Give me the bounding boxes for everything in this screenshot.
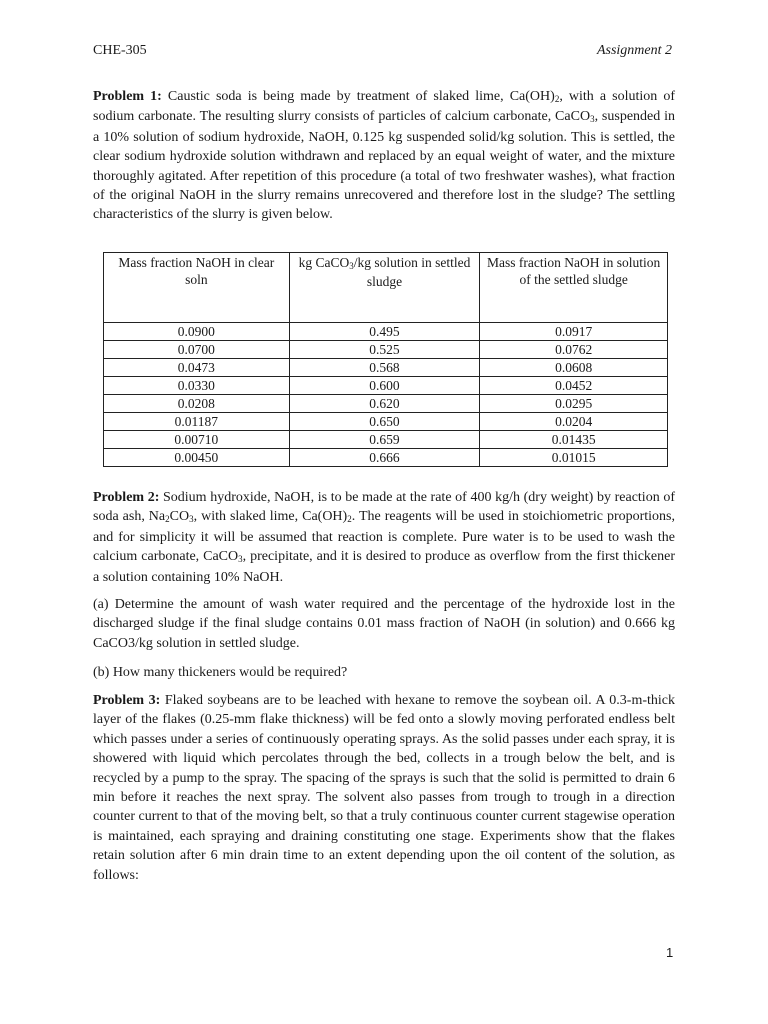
column-header: Mass fraction NaOH in solution of the settled sludge bbox=[480, 253, 668, 323]
problem-3: Problem 3: Flaked soybeans are to be leached with hexane to remove the soybean oil. A 0.3-m-thick layer of the flakes (0.25-mm flake thickness) will be fed onto a slowly moving perforated endless belt which passes under a series of continuously operating sprays. As the solid passes under each spray, it is showered with liquid which percolates through the bed, collects in a trough below the belt, and is recycled by a pump to the spray. The spacing of the sprays is such that the solid is permitted to drain 6 min before it reaches the next spray. The solvent also passes from trough to trough in a direction counter current to that of the moving belt, so that a truly continuous counter current stagewise operation is maintained, each spraying and draining constituting one stage. Experiments show that the flakes retain solution after 6 min drain time to an extent depending upon the oil content of the solution, as follows: bbox=[93, 693, 675, 883]
column-header: kg CaCO$_3$/kg solution in settled sludge bbox=[289, 253, 480, 323]
problem-1: Problem 1: Caustic soda is being made by treatment of slaked lime, $Ca(OH)_2$, with a solution of sodium carbonate. The resulting slurry consists of particles of calcium carbonate, CaCO$_3$, suspended in a 10% solution of sodium hydroxide, NaOH, 0.125 kg suspended solid/kg solution. This is settled, the clear sodium hydroxide solution withdrawn and replaced by an equal weight of water, and the mixture thoroughly agitated. After repetition of this procedure (a total of two freshwater washes), what fraction of the original NaOH in the slurry remains unrecovered and therefore lost in the sludge? The settling characteristics of the slurry is given below. bbox=[93, 89, 675, 223]
table-cell: 0.0473 bbox=[104, 359, 290, 377]
assignment-title: Assignment 2 bbox=[596, 43, 672, 58]
table-header-row bbox=[104, 253, 668, 323]
table-cell: 0.01187 bbox=[104, 413, 290, 431]
problem-2-label: Problem 2: bbox=[93, 490, 160, 505]
table-row bbox=[104, 377, 668, 395]
table-row bbox=[104, 413, 668, 431]
table-row bbox=[104, 449, 668, 467]
table-row bbox=[104, 395, 668, 413]
table-cell: 0.0204 bbox=[480, 413, 668, 431]
table-cell: 0.0700 bbox=[104, 341, 290, 359]
table-cell: 0.495 bbox=[289, 323, 480, 341]
table-cell: 0.568 bbox=[289, 359, 480, 377]
table-cell: 0.620 bbox=[289, 395, 480, 413]
table-cell: 0.0900 bbox=[104, 323, 290, 341]
table-cell: 0.01435 bbox=[480, 431, 668, 449]
table-row bbox=[104, 323, 668, 341]
table-cell: 0.0762 bbox=[480, 341, 668, 359]
table-cell: 0.666 bbox=[289, 449, 480, 467]
table-cell: 0.0608 bbox=[480, 359, 668, 377]
table-row bbox=[104, 341, 668, 359]
table-cell: 0.01015 bbox=[480, 449, 668, 467]
problem-2-part-b: (b) How many thickeners would be required? bbox=[93, 665, 348, 680]
table-row bbox=[104, 359, 668, 377]
table-cell: 0.0295 bbox=[480, 395, 668, 413]
problem-1-label: Problem 1: bbox=[93, 89, 162, 104]
table-cell: 0.659 bbox=[289, 431, 480, 449]
table-cell: 0.0208 bbox=[104, 395, 290, 413]
table-cell: 0.00710 bbox=[104, 431, 290, 449]
column-header: Mass fraction NaOH in clear soln bbox=[104, 253, 290, 323]
table-cell: 0.600 bbox=[289, 377, 480, 395]
problem-2: Problem 2: Sodium hydroxide, NaOH, is to be made at the rate of 400 kg/h (dry weight) by reaction of soda ash, $Na_2CO_3$, with slaked lime, $Ca(OH)_2$. The reagents will be used in stoichiometric proportions, and for simplicity it will be assumed that reaction is complete. Pure water is to be used to wash the calcium carbonate, CaCO$_3$, precipitate, and it is desired to produce as overflow from the first thickener a solution containing 10% NaOH. bbox=[93, 490, 676, 585]
page-number: 1 bbox=[666, 945, 674, 960]
table-cell: 0.0330 bbox=[104, 377, 290, 395]
table-cell: 0.650 bbox=[289, 413, 480, 431]
problem-3-label: Problem 3: bbox=[93, 693, 161, 708]
settling-characteristics-table bbox=[103, 252, 668, 467]
table-cell: 0.0452 bbox=[480, 377, 668, 395]
table-cell: 0.525 bbox=[289, 341, 480, 359]
table-cell: 0.0917 bbox=[480, 323, 668, 341]
table-cell: 0.00450 bbox=[104, 449, 290, 467]
course-code: CHE-305 bbox=[93, 43, 147, 58]
problem-2-part-a: (a) Determine the amount of wash water required and the percentage of the hydroxide lost in the discharged sludge if the final sludge contains 0.01 mass fraction of NaOH (in solution) and 0.666 kg CaCO3/kg solution in settled sludge. bbox=[93, 597, 675, 651]
table-row bbox=[104, 431, 668, 449]
page-header bbox=[93, 43, 672, 59]
